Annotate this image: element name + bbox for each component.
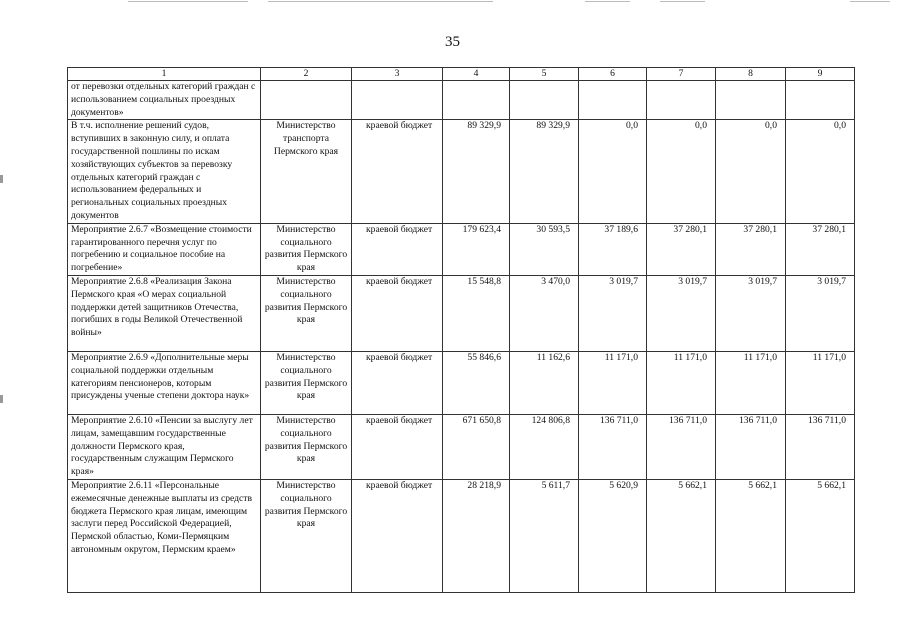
page-number: 35 — [445, 34, 460, 50]
amount-cell: 0,0 — [647, 120, 716, 223]
activity-name-cell: Мероприятие 2.6.11 «Персональные ежемесячные денежные выплаты из средств бюджета Пермского края лицам, имеющим заслуги перед Российской Федерацией, Пермской областью, Коми-Пермяцким автономным округом, Пермским краем» — [68, 479, 261, 592]
column-number: 2 — [261, 68, 352, 81]
amount-cell — [579, 81, 647, 120]
amount-cell: 37 189,6 — [579, 223, 647, 275]
amount-cell: 3 019,7 — [786, 275, 855, 351]
scan-margin-mark — [0, 395, 3, 403]
amount-cell: 5 662,1 — [716, 479, 786, 592]
funding-source-cell: краевой бюджет — [352, 120, 443, 223]
amount-cell — [716, 81, 786, 120]
amount-cell: 5 620,9 — [579, 479, 647, 592]
amount-cell: 0,0 — [716, 120, 786, 223]
executor-cell: Министерство транспорта Пермского края — [261, 120, 352, 223]
column-number: 1 — [68, 68, 261, 81]
column-number: 3 — [352, 68, 443, 81]
amount-cell: 28 218,9 — [443, 479, 510, 592]
table-row — [68, 120, 855, 223]
amount-cell: 3 019,7 — [647, 275, 716, 351]
amount-cell: 136 711,0 — [786, 414, 855, 479]
amount-cell: 3 019,7 — [579, 275, 647, 351]
activity-name-cell: В т.ч. исполнение решений судов, вступивших в законную силу, и оплата государственной пошлины по искам хозяйствующих субъектов за перевозку отдельных категорий граждан с использованием федеральных и региональных социальных проездных документов — [68, 120, 261, 223]
activity-name-cell: Мероприятие 2.6.9 «Дополнительные меры социальной поддержки отдельным категориям пенсионеров, которым присуждены ученые степени доктора наук» — [68, 351, 261, 414]
amount-cell: 11 162,6 — [510, 351, 579, 414]
amount-cell: 179 623,4 — [443, 223, 510, 275]
table-row — [68, 479, 855, 592]
funding-source-cell: краевой бюджет — [352, 223, 443, 275]
funding-source-cell: краевой бюджет — [352, 414, 443, 479]
amount-cell: 30 593,5 — [510, 223, 579, 275]
amount-cell — [647, 81, 716, 120]
column-number: 5 — [510, 68, 579, 81]
amount-cell: 15 548,8 — [443, 275, 510, 351]
amount-cell: 0,0 — [579, 120, 647, 223]
scan-margin-mark — [0, 175, 3, 183]
funding-source-cell — [352, 81, 443, 120]
amount-cell: 11 171,0 — [647, 351, 716, 414]
scan-edge-line — [268, 1, 493, 2]
executor-cell: Министерство социального развития Пермского края — [261, 351, 352, 414]
funding-source-cell: краевой бюджет — [352, 351, 443, 414]
funding-source-cell: краевой бюджет — [352, 275, 443, 351]
amount-cell: 37 280,1 — [786, 223, 855, 275]
executor-cell: Министерство социального развития Пермского края — [261, 275, 352, 351]
column-number: 9 — [786, 68, 855, 81]
scan-edge-line — [660, 1, 705, 2]
table-row — [68, 81, 855, 120]
activity-name-cell: от перевозки отдельных категорий граждан с использованием социальных проездных документов» — [68, 81, 261, 120]
amount-cell: 136 711,0 — [716, 414, 786, 479]
amount-cell — [443, 81, 510, 120]
amount-cell: 3 019,7 — [716, 275, 786, 351]
amount-cell: 671 650,8 — [443, 414, 510, 479]
column-number: 8 — [716, 68, 786, 81]
amount-cell: 0,0 — [786, 120, 855, 223]
amount-cell: 37 280,1 — [647, 223, 716, 275]
column-number: 6 — [579, 68, 647, 81]
scan-edge-line — [585, 1, 630, 2]
funding-source-cell: краевой бюджет — [352, 479, 443, 592]
amount-cell: 11 171,0 — [786, 351, 855, 414]
column-number-row — [68, 68, 855, 81]
amount-cell: 11 171,0 — [716, 351, 786, 414]
executor-cell: Министерство социального развития Пермского края — [261, 414, 352, 479]
table-row — [68, 351, 855, 414]
budget-table — [67, 67, 855, 593]
table-row — [68, 414, 855, 479]
executor-cell: Министерство социального развития Пермского края — [261, 479, 352, 592]
activity-name-cell: Мероприятие 2.6.7 «Возмещение стоимости гарантированного перечня услуг по погребению и социальное пособие на погребение» — [68, 223, 261, 275]
scan-edge-line — [850, 1, 890, 2]
activity-name-cell: Мероприятие 2.6.8 «Реализация Закона Пермского края «О мерах социальной поддержки детей защитников Отечества, погибших в годы Великой Отечественной войны» — [68, 275, 261, 351]
amount-cell: 55 846,6 — [443, 351, 510, 414]
scan-edge-line — [128, 1, 248, 2]
table-row — [68, 275, 855, 351]
column-number: 4 — [443, 68, 510, 81]
executor-cell — [261, 81, 352, 120]
amount-cell: 124 806,8 — [510, 414, 579, 479]
amount-cell: 3 470,0 — [510, 275, 579, 351]
amount-cell: 11 171,0 — [579, 351, 647, 414]
amount-cell: 5 662,1 — [647, 479, 716, 592]
column-number: 7 — [647, 68, 716, 81]
amount-cell: 89 329,9 — [443, 120, 510, 223]
amount-cell: 89 329,9 — [510, 120, 579, 223]
amount-cell: 136 711,0 — [647, 414, 716, 479]
table-row — [68, 223, 855, 275]
activity-name-cell: Мероприятие 2.6.10 «Пенсии за выслугу лет лицам, замещавшим государственные должности Пермского края, государственным служащим Пермского края» — [68, 414, 261, 479]
amount-cell: 136 711,0 — [579, 414, 647, 479]
amount-cell: 37 280,1 — [716, 223, 786, 275]
amount-cell: 5 662,1 — [786, 479, 855, 592]
amount-cell — [786, 81, 855, 120]
amount-cell — [510, 81, 579, 120]
amount-cell: 5 611,7 — [510, 479, 579, 592]
executor-cell: Министерство социального развития Пермского края — [261, 223, 352, 275]
